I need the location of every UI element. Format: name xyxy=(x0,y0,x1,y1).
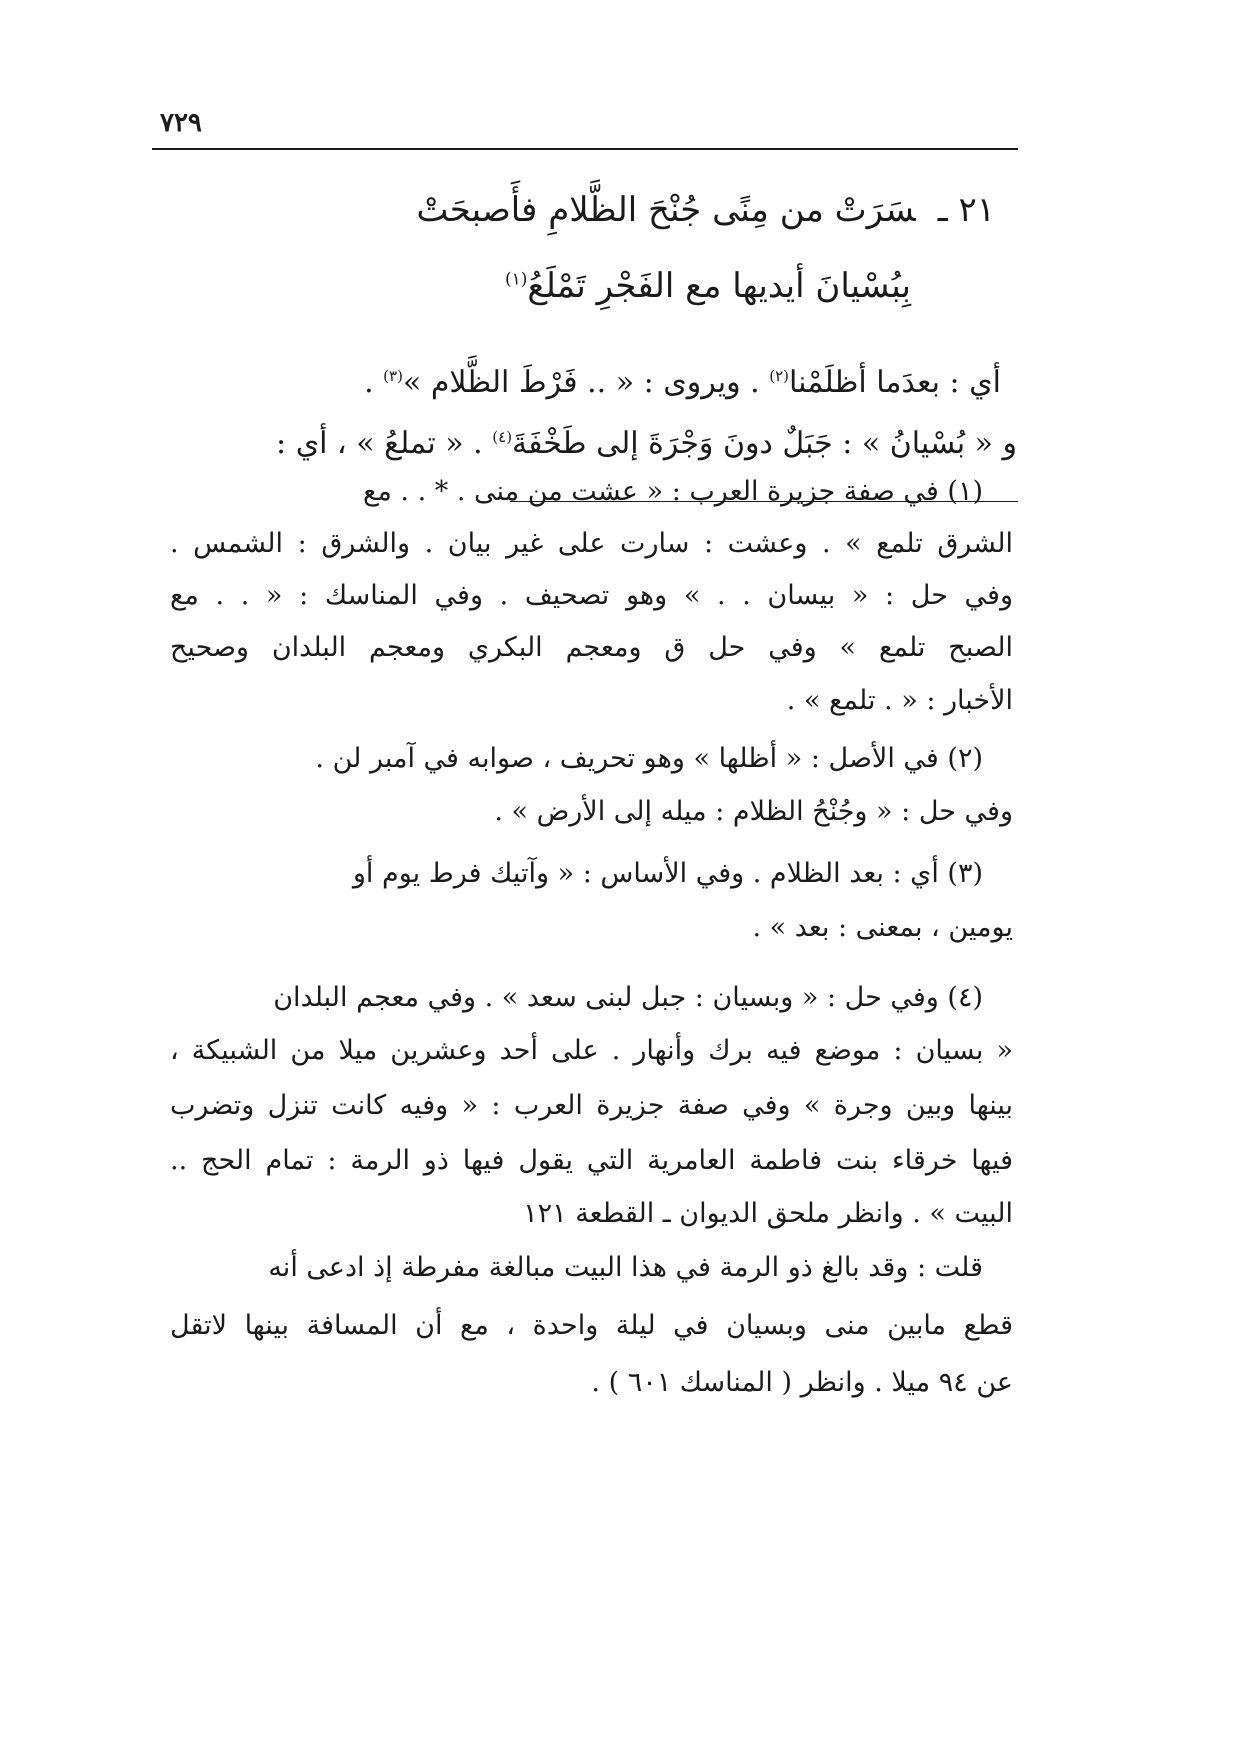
footnote-4-line: (٤) وفي حل : « وبسيان : جبل لبنى سعد » . وفي معجم البلدان xyxy=(273,982,983,1013)
footnote-4-line: بينها وبين وجرة » وفي صفة جزيرة العرب : « وفيه كانت تنزل وتضرب xyxy=(170,1090,1013,1121)
commentary-text: أي : بعدَما أظلَمْنا xyxy=(789,365,1001,400)
footnote-1-line: الصبح تلمع » وفي حل ق ومعجم البكري ومعجم البلدان وصحيح xyxy=(170,632,1013,663)
verse-hemistich-1: سَرَتْ من مِنًى جُنْحَ الظَّلامِ فأَصبحَتْ xyxy=(416,190,916,230)
footnote-ref-3: (٣) xyxy=(383,367,403,385)
commentary-line-1 xyxy=(168,365,1001,401)
footnote-ref-2: (٢) xyxy=(769,367,789,385)
footnote-ref-1: (١) xyxy=(504,269,528,290)
footnote-4-line: البيت » . وانظر ملحق الديوان ـ القطعة ١٢١ xyxy=(523,1198,1013,1229)
footnote-3-line: يومين ، بمعنى : بعد » . xyxy=(752,912,1013,943)
commentary-text: . ويروى : « .. فَرْطَ الظَّلام » xyxy=(402,365,760,400)
footnote-2-line: (٢) في الأصل : « أظلها » وهو تحريف ، صوابه في آمبر لن . xyxy=(315,743,983,774)
footnote-1-line: الأخبار : « . تلمع » . xyxy=(786,685,1013,716)
verse-line-1 xyxy=(215,190,995,231)
footnote-1-line: (١) في صفة جزيرة العرب : « عشت من منى . * . . مع xyxy=(363,476,983,507)
commentary-text: و « بُسْيانُ » : جَبَلٌ دونَ وَجْرَةَ إلى طَخْفَةَ xyxy=(512,426,1017,461)
commentary-text: . xyxy=(364,365,374,400)
footnote-4-line: « بسيان : موضع فيه برك وأنهار . على أحد وعشرين ميلا من الشبيكة ، xyxy=(170,1035,1013,1066)
footnote-1-line: الشرق تلمع » . وعشت : سارت على غير بيان . والشرق : الشمس . xyxy=(170,528,1013,559)
commentary-text: . « تملعُ » ، أي : xyxy=(276,426,483,461)
footnote-ref-4: (٤) xyxy=(492,428,513,446)
footnote-4-line: فيها خرقاء بنت فاطمة العامرية التي يقول فيها ذو الرمة : تمام الحج .. xyxy=(170,1145,1013,1176)
footnote-3-line: (٣) أي : بعد الظلام . وفي الأساس : « وآتيك فرط يوم أو xyxy=(352,858,983,889)
footnote-2-line: وفي حل : « وجُنْحُ الظلام : ميله إلى الأرض » . xyxy=(494,796,1013,827)
note-line: قطع مابين منى وبسيان في ليلة واحدة ، مع أن المسافة بينها لاتقل xyxy=(170,1310,1013,1341)
page-number: ٧٢٩ xyxy=(160,108,202,138)
verse-hemistich-2: بِبُسْيانَ أيديها مع الفَجْرِ تَمْلَعُ xyxy=(527,266,911,306)
verse-line-2 xyxy=(131,266,911,307)
footnote-1-line: وفي حل : « بيسان . . » وهو تصحيف . وفي المناسك : « . . مع xyxy=(170,580,1013,611)
commentary-line-2 xyxy=(168,426,1017,462)
note-line: عن ٩٤ ميلا . وانظر ( المناسك ٦٠١ ) . xyxy=(591,1367,1013,1398)
verse-number: ٢١ ـ xyxy=(937,190,995,230)
header-rule xyxy=(152,148,1018,150)
note-line: قلت : وقد بالغ ذو الرمة في هذا البيت مبالغة مفرطة إذ ادعى أنه xyxy=(268,1252,983,1283)
